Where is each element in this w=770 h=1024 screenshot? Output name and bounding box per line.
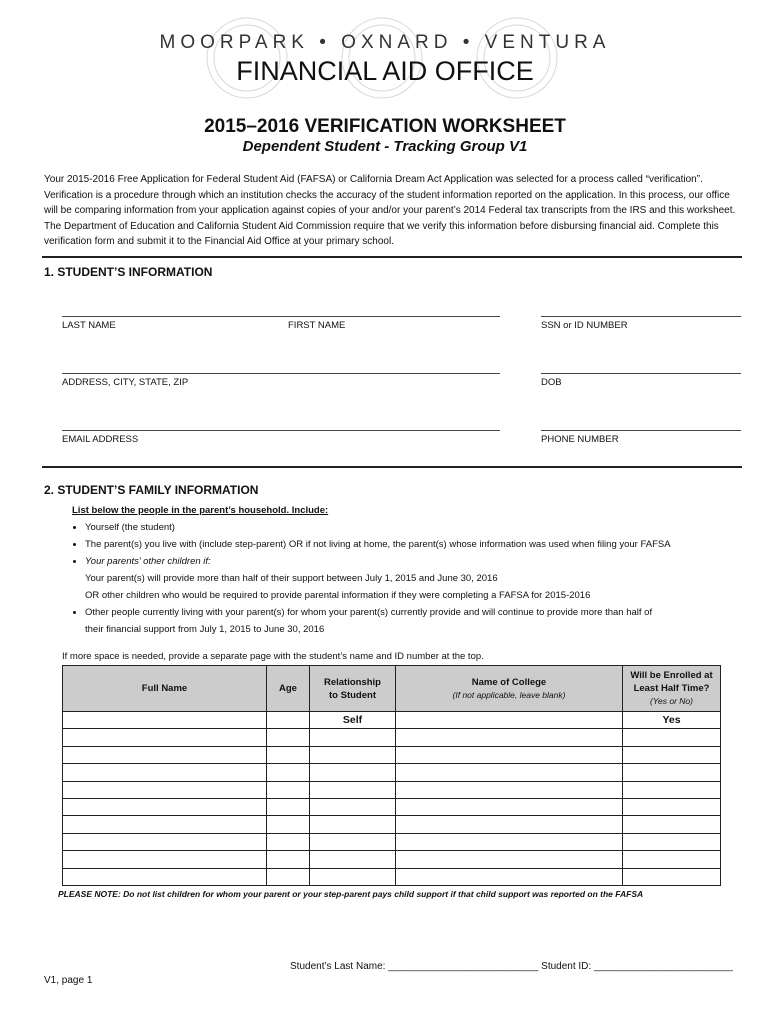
household-list-heading: List below the people in the parent’s household. Include: [72,505,329,516]
section-divider [42,466,742,468]
relationship-cell[interactable] [310,798,396,815]
enrolled-cell[interactable] [623,798,721,815]
col-header-age: Age [267,666,310,712]
ssn-field-line[interactable] [541,316,741,317]
district-name: MOORPARK • OXNARD • VENTURA [159,32,611,53]
col-header-college-note: (If not applicable, leave blank) [452,689,566,700]
household-bullet-list-cont [72,604,742,621]
relationship-cell: Self [310,712,396,729]
dob-label: DOB [541,377,562,388]
office-name: FINANCIAL AID OFFICE [236,56,534,86]
letterhead [0,14,770,100]
first-name-label: FIRST NAME [288,320,346,331]
age-cell[interactable] [267,729,310,746]
full-name-cell[interactable] [63,781,267,798]
full-name-cell[interactable] [63,816,267,833]
college-cell[interactable] [396,746,623,763]
extra-space-note: If more space is needed, provide a separate page with the student’s name and ID number at the top. [62,651,484,662]
college-cell[interactable] [396,781,623,798]
age-cell[interactable] [267,746,310,763]
other-children-label: Your parents’ other children if: [85,556,211,567]
age-cell[interactable] [267,851,310,868]
age-cell[interactable] [267,764,310,781]
age-cell[interactable] [267,868,310,885]
full-name-cell[interactable] [63,729,267,746]
college-cell[interactable] [396,764,623,781]
college-cell[interactable] [396,833,623,850]
table-header-row [63,666,721,712]
household-bullet-list [72,519,742,570]
dob-field-line[interactable] [541,373,741,374]
section-divider [42,256,742,258]
list-item: • Yourself (the student) [85,519,742,536]
age-cell[interactable] [267,833,310,850]
age-cell[interactable] [267,781,310,798]
col-header-enrolled [623,666,721,712]
full-name-cell[interactable] [63,833,267,850]
intro-paragraph: Your 2015-2016 Free Application for Federal Student Aid (FAFSA) or California Dream Act Application was selected for a process called “verification”. Verification is a procedure through which an institution checks the accuracy of the student information reported on the application. In this process, our office will be comparing information from your application against copies of your and/or your parent’s 2014 Federal tax transcripts from the IRS and this worksheet. The Department of Education and California Student Aid Commission require that we verify this information before disbursing financial aid. Complete this verification form and submit it to the Financial Aid Office at your primary school. [44,174,736,247]
college-cell[interactable] [396,816,623,833]
email-field-line[interactable] [62,430,500,431]
family-table [62,665,721,886]
list-item: • Other people currently living with your parent(s) for whom your parent(s) currently provide and will continue to provide more than half of [85,604,742,621]
page-title: 2015–2016 VERIFICATION WORKSHEET [204,116,566,137]
full-name-cell[interactable] [63,712,267,729]
full-name-cell[interactable] [63,851,267,868]
relationship-cell[interactable] [310,764,396,781]
enrolled-cell[interactable] [623,746,721,763]
address-label: ADDRESS, CITY, STATE, ZIP [62,377,189,388]
college-cell[interactable] [396,729,623,746]
relationship-cell[interactable] [310,746,396,763]
section2-heading: 2. STUDENT’S FAMILY INFORMATION [44,483,259,497]
age-cell[interactable] [267,816,310,833]
col-header-enrolled-note: (Yes or No) [650,696,693,706]
list-item [85,553,742,570]
college-cell[interactable] [396,868,623,885]
col-header-college-title: Name of College [471,676,547,688]
col-header-relationship-line1: Relationship [323,676,381,688]
age-cell[interactable] [267,798,310,815]
phone-field-line[interactable] [541,430,741,431]
table-row [63,868,721,885]
phone-label: PHONE NUMBER [541,434,619,445]
enrolled-cell[interactable] [623,764,721,781]
table-row [63,781,721,798]
table-row [63,712,721,729]
other-children-condition-2: OR other children who would be required to provide parental information if they were completing a FAFSA for 2015-2016 [85,590,591,601]
table-row [63,833,721,850]
list-item: • The parent(s) you live with (include step-parent) OR if not living at home, the parent(s) whose information was used when filing your FAFSA [85,536,742,553]
enrolled-cell[interactable] [623,781,721,798]
relationship-cell[interactable] [310,868,396,885]
col-header-relationship [310,666,396,712]
relationship-cell[interactable] [310,816,396,833]
col-header-enrolled-line2: Least Half Time? [633,683,710,694]
enrolled-cell[interactable] [623,833,721,850]
enrolled-cell[interactable] [623,851,721,868]
enrolled-cell[interactable] [623,868,721,885]
table-row [63,851,721,868]
table-row [63,798,721,815]
relationship-cell[interactable] [310,781,396,798]
col-header-full-name: Full Name [63,666,267,712]
col-header-relationship-line2: to Student [329,689,376,701]
page-number: V1, page 1 [44,975,93,986]
full-name-cell[interactable] [63,868,267,885]
please-note: PLEASE NOTE: Do not list children for whom your parent or your step-parent pays child support if that child support was reported on the FAFSA [58,889,644,899]
table-row [63,746,721,763]
table-row [63,764,721,781]
college-cell[interactable] [396,712,623,729]
relationship-cell[interactable] [310,833,396,850]
email-label: EMAIL ADDRESS [62,434,139,445]
full-name-cell[interactable] [63,798,267,815]
table-row [63,816,721,833]
full-name-cell[interactable] [63,746,267,763]
relationship-cell[interactable] [310,851,396,868]
enrolled-cell: Yes [623,712,721,729]
enrolled-cell[interactable] [623,729,721,746]
col-header-enrolled-line1: Will be Enrolled at [630,670,713,681]
enrolled-cell[interactable] [623,816,721,833]
relationship-cell[interactable] [310,729,396,746]
section1-heading: 1. STUDENT’S INFORMATION [44,265,213,279]
age-cell[interactable] [267,712,310,729]
last-name-label: LAST NAME [62,320,116,331]
ssn-label: SSN or ID NUMBER [541,320,628,331]
list-item-continuation: their financial support from July 1, 2015 to June 30, 2016 [85,624,325,635]
other-children-condition-1: Your parent(s) will provide more than half of their support between July 1, 2015 and June 30, 2016 [85,573,498,584]
college-cell[interactable] [396,851,623,868]
student-id-footer: Student’s Last Name: ___________________________ Student ID: _________________________ [290,961,733,972]
name-field-line[interactable] [62,316,500,317]
college-cell[interactable] [396,798,623,815]
address-field-line[interactable] [62,373,500,374]
household-instructions [72,502,742,638]
page-subtitle: Dependent Student - Tracking Group V1 [242,138,528,155]
full-name-cell[interactable] [63,764,267,781]
table-row [63,729,721,746]
col-header-college [396,666,623,712]
